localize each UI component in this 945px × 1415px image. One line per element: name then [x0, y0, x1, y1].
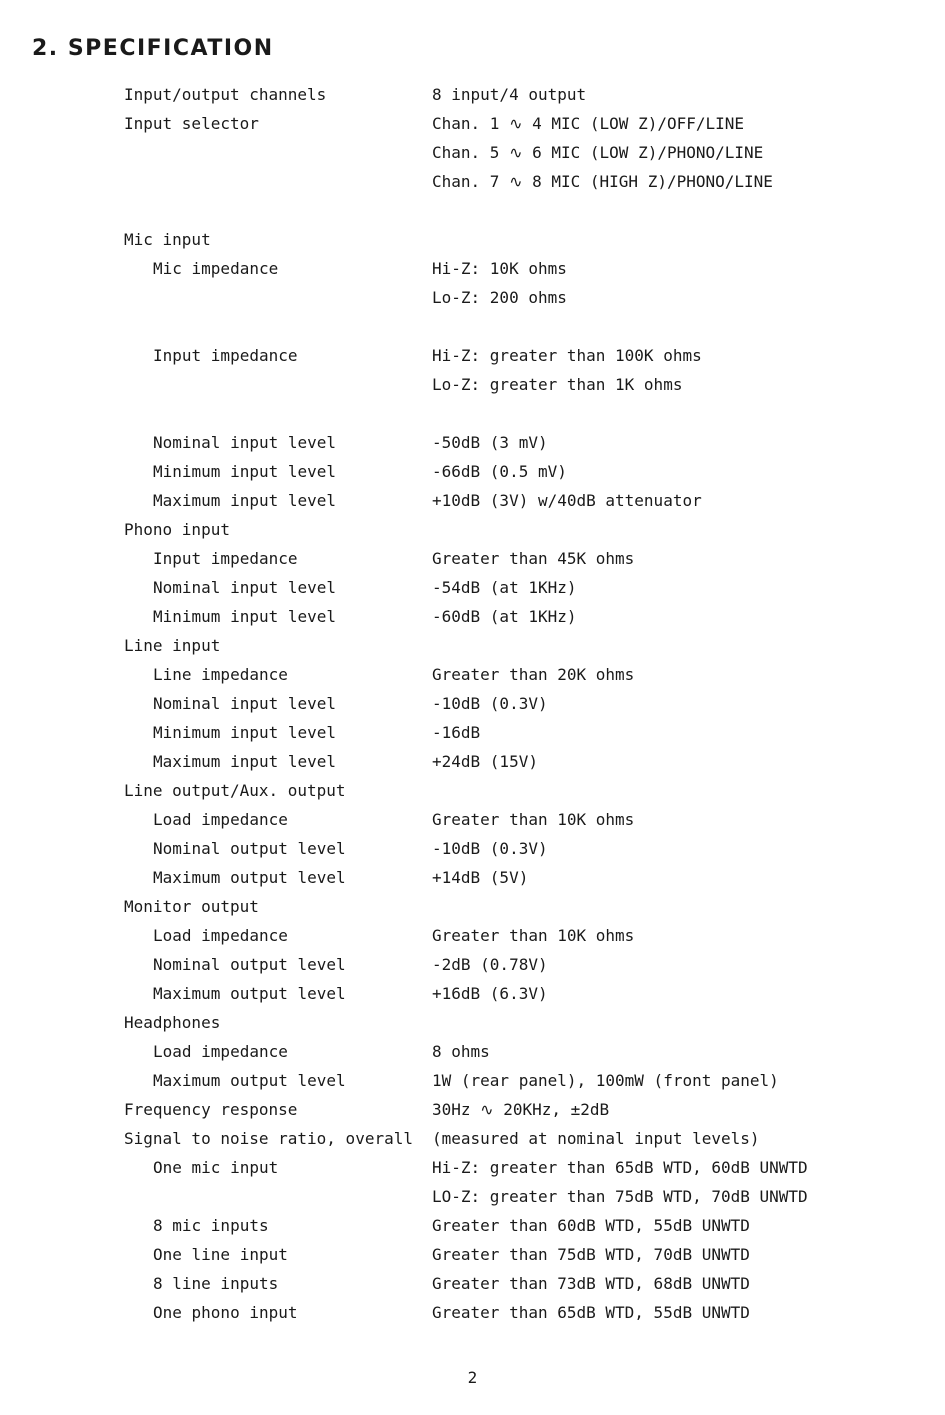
row-spacer [0, 399, 945, 428]
spec-label: Minimum input level [153, 462, 337, 481]
spec-label: Input impedance [153, 549, 298, 568]
spec-row [0, 1153, 945, 1182]
spec-value: Greater than 20K ohms [432, 665, 635, 684]
spec-label: One line input [153, 1245, 288, 1264]
spec-value: -10dB (0.3V) [432, 694, 548, 713]
spec-value: -16dB [432, 723, 481, 742]
spec-value: Chan. 1 ∿ 4 MIC (LOW Z)/OFF/LINE [432, 114, 745, 133]
spec-label: Maximum output level [153, 868, 346, 887]
spec-row [0, 660, 945, 689]
spec-row [0, 254, 945, 283]
spec-label: Headphones [124, 1013, 221, 1032]
spec-label: One phono input [153, 1303, 298, 1322]
spec-row [0, 689, 945, 718]
spec-value: Greater than 45K ohms [432, 549, 635, 568]
spec-label: Signal to noise ratio, overall [124, 1129, 413, 1148]
spec-value: 8 ohms [432, 1042, 490, 1061]
spec-value: -50dB (3 mV) [432, 433, 548, 452]
spec-value: (measured at nominal input levels) [432, 1129, 760, 1148]
spec-label: Maximum output level [153, 1071, 346, 1090]
spec-label: Maximum input level [153, 491, 337, 510]
row-spacer [0, 196, 945, 225]
spec-row [0, 1240, 945, 1269]
spec-label: Load impedance [153, 1042, 288, 1061]
spec-row [0, 544, 945, 573]
spec-value: -2dB (0.78V) [432, 955, 548, 974]
spec-value: Greater than 65dB WTD, 55dB UNWTD [432, 1303, 750, 1322]
spec-row [0, 428, 945, 457]
specification-list [0, 80, 945, 1327]
spec-row [0, 225, 945, 254]
spec-label: Nominal input level [153, 578, 337, 597]
spec-row [0, 631, 945, 660]
spec-row [0, 805, 945, 834]
spec-label: Mic impedance [153, 259, 279, 278]
spec-row [0, 1124, 945, 1153]
spec-row [0, 341, 945, 370]
spec-value: Greater than 10K ohms [432, 926, 635, 945]
spec-row [0, 718, 945, 747]
spec-label: Line output/Aux. output [124, 781, 346, 800]
spec-row [0, 1269, 945, 1298]
spec-value: Hi-Z: greater than 65dB WTD, 60dB UNWTD [432, 1158, 808, 1177]
spec-label: Frequency response [124, 1100, 298, 1119]
spec-label: Input selector [124, 114, 259, 133]
spec-row [0, 1095, 945, 1124]
spec-row [0, 921, 945, 950]
spec-label: Minimum input level [153, 723, 337, 742]
spec-label: 8 line inputs [153, 1274, 279, 1293]
spec-value: +10dB (3V) w/40dB attenuator [432, 491, 702, 510]
spec-value: 30Hz ∿ 20KHz, ±2dB [432, 1100, 610, 1119]
spec-row [0, 1037, 945, 1066]
row-spacer [0, 312, 945, 341]
spec-row [0, 138, 945, 167]
spec-row [0, 167, 945, 196]
spec-value: -10dB (0.3V) [432, 839, 548, 858]
spec-row [0, 1008, 945, 1037]
spec-row [0, 573, 945, 602]
spec-label: 8 mic inputs [153, 1216, 269, 1235]
spec-value: Greater than 73dB WTD, 68dB UNWTD [432, 1274, 750, 1293]
spec-value: Chan. 7 ∿ 8 MIC (HIGH Z)/PHONO/LINE [432, 172, 773, 191]
spec-value: -66dB (0.5 mV) [432, 462, 567, 481]
spec-label: Nominal input level [153, 433, 337, 452]
spec-label: One mic input [153, 1158, 279, 1177]
spec-row [0, 80, 945, 109]
spec-value: 8 input/4 output [432, 85, 587, 104]
spec-row [0, 457, 945, 486]
spec-row [0, 1211, 945, 1240]
spec-value: Hi-Z: greater than 100K ohms [432, 346, 702, 365]
spec-row [0, 950, 945, 979]
spec-label: Nominal input level [153, 694, 337, 713]
spec-row [0, 979, 945, 1008]
spec-row [0, 863, 945, 892]
spec-value: -60dB (at 1KHz) [432, 607, 577, 626]
spec-row [0, 515, 945, 544]
spec-value: 1W (rear panel), 100mW (front panel) [432, 1071, 779, 1090]
spec-value: Chan. 5 ∿ 6 MIC (LOW Z)/PHONO/LINE [432, 143, 764, 162]
spec-label: Load impedance [153, 810, 288, 829]
spec-row [0, 1066, 945, 1095]
spec-row [0, 747, 945, 776]
page-number: 2 [467, 1368, 478, 1387]
spec-value: Hi-Z: 10K ohms [432, 259, 567, 278]
spec-value: Greater than 75dB WTD, 70dB UNWTD [432, 1245, 750, 1264]
spec-label: Input/output channels [124, 85, 327, 104]
spec-value: Greater than 60dB WTD, 55dB UNWTD [432, 1216, 750, 1235]
spec-label: Line input [124, 636, 221, 655]
spec-label: Nominal output level [153, 955, 346, 974]
spec-row [0, 283, 945, 312]
spec-label: Monitor output [124, 897, 259, 916]
spec-label: Minimum input level [153, 607, 337, 626]
spec-label: Nominal output level [153, 839, 346, 858]
spec-row [0, 486, 945, 515]
spec-label: Mic input [124, 230, 211, 249]
spec-value: +16dB (6.3V) [432, 984, 548, 1003]
spec-row [0, 602, 945, 631]
spec-row [0, 834, 945, 863]
spec-row [0, 892, 945, 921]
spec-value: Greater than 10K ohms [432, 810, 635, 829]
spec-value: Lo-Z: 200 ohms [432, 288, 567, 307]
spec-row [0, 109, 945, 138]
spec-label: Line impedance [153, 665, 288, 684]
spec-row [0, 370, 945, 399]
spec-row [0, 1182, 945, 1211]
spec-label: Load impedance [153, 926, 288, 945]
spec-value: LO-Z: greater than 75dB WTD, 70dB UNWTD [432, 1187, 808, 1206]
spec-label: Maximum input level [153, 752, 337, 771]
spec-value: -54dB (at 1KHz) [432, 578, 577, 597]
spec-row [0, 1298, 945, 1327]
spec-value: +14dB (5V) [432, 868, 529, 887]
spec-label: Phono input [124, 520, 230, 539]
spec-row [0, 776, 945, 805]
spec-label: Maximum output level [153, 984, 346, 1003]
spec-label: Input impedance [153, 346, 298, 365]
spec-value: Lo-Z: greater than 1K ohms [432, 375, 683, 394]
section-heading: 2. SPECIFICATION [32, 36, 274, 61]
spec-value: +24dB (15V) [432, 752, 538, 771]
